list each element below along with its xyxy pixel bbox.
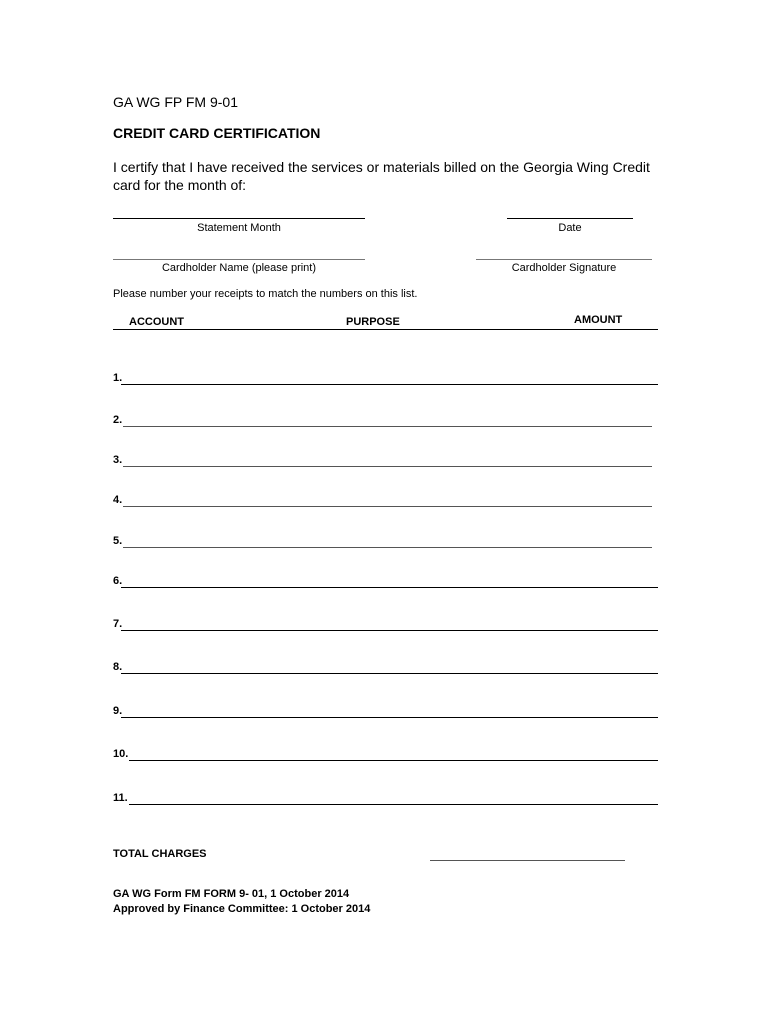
row-entry-line[interactable]	[121, 717, 658, 718]
statement-month-label: Statement Month	[197, 222, 281, 234]
total-charges-field[interactable]	[430, 860, 625, 861]
header-rule	[113, 329, 658, 330]
row-number: 6.	[113, 575, 123, 587]
column-header-purpose: PURPOSE	[346, 316, 400, 328]
row-number: 10.	[113, 748, 129, 760]
certification-text: I certify that I have received the services or materials billed on the Georgia Wing Credit card for the month of:	[113, 159, 650, 193]
row-entry-line[interactable]	[121, 630, 658, 631]
row-number: 2.	[113, 414, 123, 426]
date-field[interactable]	[507, 218, 633, 219]
row-entry-line[interactable]	[121, 587, 658, 588]
row-entry-line[interactable]	[129, 804, 658, 805]
total-charges-label: TOTAL CHARGES	[113, 848, 207, 860]
row-entry-line[interactable]	[123, 466, 652, 467]
footer-form-info: GA WG Form FM FORM 9- 01, 1 October 2014	[113, 888, 350, 900]
column-header-account: ACCOUNT	[129, 316, 184, 328]
row-number: 9.	[113, 705, 123, 717]
row-entry-line[interactable]	[129, 760, 658, 761]
footer-approval: Approved by Finance Committee: 1 October 2014	[113, 903, 371, 915]
column-header-amount: AMOUNT	[574, 314, 623, 326]
row-number: 5.	[113, 535, 123, 547]
instruction-text: Please number your receipts to match the numbers on this list.	[113, 288, 418, 300]
cardholder-name-field[interactable]	[113, 259, 365, 260]
row-number: 3.	[113, 454, 123, 466]
row-number: 4.	[113, 494, 123, 506]
date-label: Date	[558, 222, 582, 234]
form-id: GA WG FP FM 9-01	[113, 94, 238, 110]
row-entry-line[interactable]	[123, 547, 652, 548]
row-number: 8.	[113, 661, 123, 673]
row-entry-line[interactable]	[121, 384, 658, 385]
statement-month-field[interactable]	[113, 218, 365, 219]
row-entry-line[interactable]	[123, 426, 652, 427]
cardholder-signature-label: Cardholder Signature	[511, 262, 617, 274]
row-entry-line[interactable]	[123, 506, 652, 507]
row-entry-line[interactable]	[121, 673, 658, 674]
cardholder-signature-field[interactable]	[476, 259, 652, 260]
cardholder-name-label: Cardholder Name (please print)	[161, 262, 317, 274]
row-number: 11.	[113, 792, 128, 804]
form-title: CREDIT CARD CERTIFICATION	[113, 125, 321, 141]
row-number: 7.	[113, 618, 123, 630]
row-number: 1.	[113, 372, 123, 384]
